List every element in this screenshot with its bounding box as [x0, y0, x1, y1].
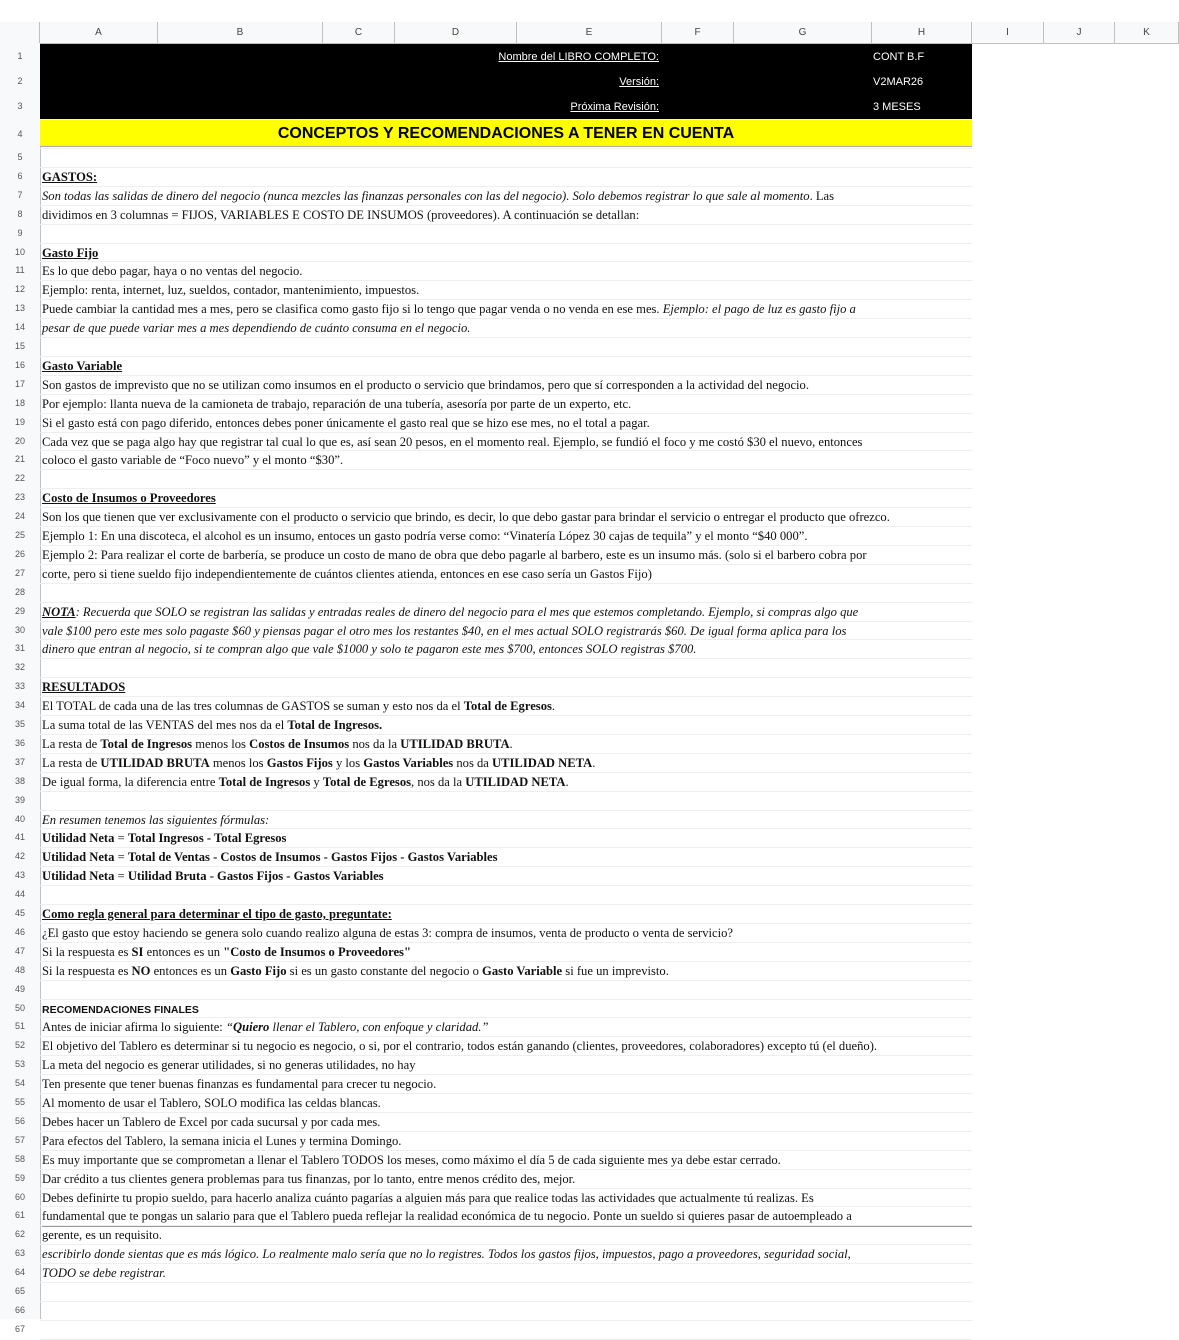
row-divider: [40, 1150, 972, 1151]
row-header-39[interactable]: 39: [14, 794, 25, 805]
column-header-k[interactable]: K: [1115, 22, 1179, 43]
text-run: Total de Ingresos.: [287, 718, 383, 732]
row-header-64[interactable]: 64: [14, 1267, 25, 1278]
cell-text-row-31[interactable]: [42, 641, 696, 657]
row-divider: [40, 602, 972, 603]
row-divider: [40, 488, 972, 489]
cell-text-row-59[interactable]: [42, 1171, 575, 1187]
cell-text-row-11[interactable]: [42, 263, 302, 279]
row-divider: [40, 1206, 972, 1207]
text-run: Como regla general para determinar el tipo de gasto, preguntate:: [42, 907, 392, 921]
text-run: vale $100 pero este mes solo pagaste $60 y piensas pagar el otro mes los restantes $40, en el mes actual SOLO registrarás $60. De igual forma aplica para los: [42, 623, 847, 638]
cell-text-row-17[interactable]: [42, 377, 809, 393]
row-divider: [40, 205, 972, 206]
cell-text-row-13[interactable]: [42, 301, 856, 317]
row-header-67[interactable]: 67: [14, 1323, 25, 1334]
text-run: Gasto Fijo: [42, 245, 99, 260]
text-run: UTILIDAD BRUTA: [400, 736, 510, 751]
text-run: , nos da la: [411, 774, 466, 789]
row-header-19[interactable]: 19: [14, 416, 25, 427]
cell-text-row-16[interactable]: [42, 358, 122, 374]
text-run: menos los: [192, 736, 250, 751]
cell-text-row-26[interactable]: [42, 547, 867, 563]
row-divider: [40, 526, 972, 527]
column-header-c[interactable]: C: [323, 22, 395, 43]
row-divider: [40, 772, 972, 773]
book-name-label: Nombre del LIBRO COMPLETO:: [498, 51, 659, 63]
row-divider: [40, 413, 972, 414]
row-divider: [40, 224, 972, 225]
column-header-i[interactable]: I: [972, 22, 1044, 43]
row-divider: [40, 1112, 972, 1113]
cell-text-row-33[interactable]: [42, 679, 125, 695]
text-run: Cada vez que se paga algo hay que registrar tal cual lo que es, así sean 20 pesos, en el momento real. Ejemplo, se fundió el foco y me costó $30 el nuevo, entonces: [42, 434, 863, 449]
row-header-41[interactable]: 41: [14, 832, 25, 843]
row-header-20[interactable]: 20: [14, 435, 25, 446]
row-header-30[interactable]: 30: [14, 624, 25, 635]
text-run: UTILIDAD NETA: [465, 774, 566, 789]
row-divider: [40, 1055, 972, 1056]
text-run: .: [509, 736, 513, 751]
row-header-14[interactable]: 14: [14, 322, 25, 333]
row-header-28[interactable]: 28: [14, 586, 25, 597]
cell-text-row-41[interactable]: [42, 830, 286, 846]
text-run: Costos de Insumos: [249, 736, 350, 751]
row-divider: [40, 148, 972, 149]
cell-text-row-64[interactable]: [42, 1265, 166, 1281]
row-header-3[interactable]: 3: [17, 101, 23, 111]
text-run: .: [592, 755, 596, 770]
row-header-bar: [0, 43, 41, 1334]
row-divider: [40, 318, 972, 319]
text-run: Si el gasto está con pago diferido, entonces debes poner únicamente el gasto real que se hizo ese mes, no el total a pagar.: [42, 415, 650, 430]
row-divider: [40, 450, 972, 451]
text-run: La meta del negocio es generar utilidades, si no generas utilidades, no hay: [42, 1058, 416, 1073]
text-run: Gasto Fijo: [230, 963, 287, 978]
text-run: =: [114, 869, 128, 884]
cell-text-row-43[interactable]: [42, 868, 384, 884]
cell-text-row-25[interactable]: [42, 528, 807, 544]
cell-text-row-36[interactable]: [42, 736, 513, 752]
row-header-46[interactable]: 46: [14, 926, 25, 937]
row-header-12[interactable]: 12: [14, 284, 25, 295]
text-run: Son gastos de imprevisto que no se utilizan como insumos en el producto o servicio que brindamos, pero que sí corresponden a la actividad del negocio.: [42, 377, 809, 392]
row-divider: [40, 999, 972, 1000]
row-header-43[interactable]: 43: [14, 870, 25, 881]
row-header-21[interactable]: 21: [14, 454, 25, 465]
column-header-f[interactable]: F: [662, 22, 734, 43]
row-header-60[interactable]: 60: [14, 1191, 25, 1202]
row-header-31[interactable]: 31: [14, 643, 25, 654]
cell-text-row-54[interactable]: [42, 1076, 436, 1092]
row-divider: [40, 280, 972, 281]
text-run: escribirlo donde sientas que es más lógico. Lo realmente malo sería que no lo registres. Todos los gastos fijos, impuestos, pago a proveedores, seguridad social,: [42, 1247, 851, 1262]
row-header-45[interactable]: 45: [14, 908, 25, 918]
row-divider: [40, 961, 972, 962]
row-header-7[interactable]: 7: [17, 189, 23, 200]
row-header-36[interactable]: 36: [14, 737, 25, 748]
row-divider: [40, 753, 972, 754]
cell-text-row-55[interactable]: [42, 1095, 381, 1111]
row-divider: [40, 1074, 972, 1075]
row-header-59[interactable]: 59: [14, 1172, 25, 1183]
text-run: Ejemplo 1: En una discoteca, el alcohol es un insumo, entoces un gasto podría verse como: “Vinatería López 30 cajas de tequila” y el monto “$40 000”.: [42, 529, 808, 543]
cell-text-row-63[interactable]: [42, 1246, 851, 1262]
row-divider: [40, 1244, 972, 1245]
row-divider: [40, 1131, 972, 1132]
text-run: Utilidad Neta: [42, 869, 115, 884]
row-divider: [40, 621, 972, 622]
text-run: Gasto Variable: [482, 963, 563, 978]
row-divider: [40, 734, 972, 735]
text-run: El objetivo del Tablero es determinar si tu negocio es negocio, o si, por el contrario, todos están ganando (clientes, proveedores, colaboradores) excepto tú (el dueño).: [42, 1039, 878, 1054]
row-header-51[interactable]: 51: [14, 1021, 25, 1032]
version-value[interactable]: V2MAR26: [873, 76, 924, 88]
row-header-29[interactable]: 29: [14, 605, 25, 616]
cell-text-row-23[interactable]: [42, 490, 216, 506]
text-run: corte, pero si tiene sueldo fijo independientemente de cuántos clientes atienda, entonces en ese caso sería un Gastos Fijo): [42, 566, 652, 581]
row-divider: [40, 923, 972, 924]
row-header-13[interactable]: 13: [14, 303, 25, 314]
row-header-27[interactable]: 27: [14, 567, 25, 578]
row-divider: [40, 583, 972, 584]
text-run: Costo de Insumos o Proveedores: [42, 491, 216, 506]
text-run: pesar de que puede variar mes a mes dependiendo de cuánto consuma en el negocio.: [42, 321, 471, 336]
row-header-17[interactable]: 17: [14, 378, 25, 389]
text-run: En resumen tenemos las siguientes fórmulas:: [42, 812, 270, 827]
select-all-corner[interactable]: [0, 22, 40, 43]
row-header-33[interactable]: 33: [14, 681, 25, 692]
row-divider: [40, 810, 972, 811]
row-header-34[interactable]: 34: [14, 700, 25, 711]
row-divider: [40, 715, 972, 716]
row-header-38[interactable]: 38: [14, 775, 25, 786]
text-run: Utilidad Neta: [42, 850, 115, 865]
row-divider: [40, 469, 972, 470]
row-divider: [40, 885, 972, 886]
text-run: .: [551, 699, 556, 714]
row-divider: [40, 375, 972, 376]
row-header-23[interactable]: 23: [14, 492, 25, 503]
row-divider: [40, 186, 972, 187]
row-header-8[interactable]: 8: [17, 208, 23, 219]
page-title: CONCEPTOS Y RECOMENDACIONES A TENER EN CUENTA: [277, 125, 735, 142]
row-divider: [40, 243, 972, 244]
row-header-48[interactable]: 48: [14, 964, 25, 975]
text-run: Para efectos del Tablero, la semana inicia el Lunes y termina Domingo.: [42, 1133, 402, 1148]
text-run: nos da: [453, 755, 493, 770]
cell-text-row-53[interactable]: [42, 1057, 416, 1073]
row-divider: [40, 337, 972, 338]
row-header-44[interactable]: 44: [14, 889, 25, 900]
revision-value[interactable]: 3 MESES: [873, 101, 921, 113]
row-divider: [40, 299, 972, 300]
row-divider: [40, 866, 972, 867]
column-header-h[interactable]: H: [872, 22, 972, 43]
row-divider: [40, 696, 972, 697]
row-divider: [40, 942, 972, 943]
text-run: Gastos Variables: [363, 755, 454, 770]
row-divider: [40, 904, 972, 905]
text-run: NO: [131, 963, 151, 978]
text-run: UTILIDAD NETA: [492, 755, 593, 770]
cell-text-row-34[interactable]: [42, 698, 555, 714]
revision-label: Próxima Revisión:: [570, 101, 659, 113]
column-header-g[interactable]: G: [734, 22, 872, 43]
row-header-1[interactable]: 1: [17, 51, 23, 61]
row-divider: [40, 677, 972, 678]
row-header-18[interactable]: 18: [14, 397, 25, 408]
row-divider: [40, 847, 972, 848]
row-header-65[interactable]: 65: [14, 1286, 25, 1296]
row-header-49[interactable]: 49: [14, 983, 25, 994]
text-run: Ejemplo 2: Para realizar el corte de barbería, se produce un costo de mano de obra que debo pagarle al barbero, este es un insumo más. (solo si el barbero cobra por: [42, 547, 867, 562]
text-run: Total de Egresos: [463, 699, 552, 714]
text-run: Total de Ingresos: [218, 774, 311, 789]
text-run: Quiero: [232, 1020, 270, 1035]
cell-text-row-61[interactable]: [42, 1208, 852, 1224]
row-divider: [40, 507, 972, 508]
row-header-10[interactable]: 10: [14, 246, 25, 257]
clipped-row-fragment: [42, 1226, 972, 1232]
row-header-50[interactable]: 50: [14, 1002, 25, 1013]
cell-text-row-7[interactable]: [42, 188, 834, 204]
row-header-22[interactable]: 22: [14, 473, 25, 484]
text-run: Utilidad Bruta - Gastos Fijos - Gastos Variables: [127, 869, 384, 884]
cell-text-row-38[interactable]: [42, 774, 569, 790]
row-divider: [40, 980, 972, 981]
text-run: nos da la: [349, 736, 401, 751]
row-divider: [40, 1282, 972, 1283]
row-divider: [40, 639, 972, 640]
row-header-11[interactable]: 11: [15, 265, 25, 276]
row-header-25[interactable]: 25: [14, 530, 25, 540]
cell-text-row-35[interactable]: [42, 717, 382, 733]
column-header-d[interactable]: D: [395, 22, 517, 43]
row-header-58[interactable]: 58: [14, 1153, 25, 1164]
row-divider: [40, 1169, 972, 1170]
row-divider: [40, 791, 972, 792]
text-run: Total de Ventas - Costos de Insumos - Gastos Fijos - Gastos Variables: [127, 850, 498, 865]
text-run: . Las: [809, 188, 835, 203]
row-header-63[interactable]: 63: [14, 1248, 25, 1259]
row-header-32[interactable]: 32: [14, 662, 25, 673]
text-run: si fue un imprevisto.: [562, 963, 669, 978]
text-run: "Costo de Insumos o Proveedores": [223, 944, 411, 959]
text-run: UTILIDAD BRUTA: [100, 755, 210, 770]
column-header-b[interactable]: B: [158, 22, 323, 43]
cell-text-row-19[interactable]: [42, 415, 650, 431]
text-run: Puede cambiar la cantidad mes a mes, pero se clasifica como gasto fijo si lo tengo que pagar venda o no venda en ese mes.: [42, 302, 663, 317]
row-header-24[interactable]: 24: [14, 511, 25, 522]
row-divider: [40, 356, 972, 357]
row-divider: [40, 1301, 972, 1302]
text-run: El TOTAL de cada una de las tres columnas de GASTOS se suman y esto nos da el: [42, 699, 464, 714]
text-run: si es un gasto constante del negocio o: [286, 963, 483, 978]
cell-text-row-30[interactable]: [42, 623, 846, 639]
column-header-bar: [0, 22, 1179, 44]
text-run: Total Ingresos - Total Egresos: [127, 831, 287, 846]
text-run: Debes definirte tu propio sueldo, para hacerlo analiza cuánto pagarías a alguien más para que realice todas las actividades que actualmente tú realizas. Es: [42, 1190, 814, 1205]
row-divider: [40, 394, 972, 395]
column-header-j[interactable]: J: [1044, 22, 1115, 43]
cell-text-row-56[interactable]: [42, 1114, 380, 1130]
row-header-55[interactable]: 55: [14, 1097, 25, 1107]
text-run: Al momento de usar el Tablero, SOLO modifica las celdas blancas.: [42, 1096, 381, 1110]
cell-text-row-46[interactable]: [42, 925, 733, 941]
text-run: Ejemplo: renta, internet, luz, sueldos, contador, mantenimiento, impuestos.: [42, 283, 420, 298]
text-run: ¿El gasto que estoy haciendo se genera solo cuando realizo alguna de estas 3: compra de insumos, venta de producto o venta de servicio?: [42, 925, 734, 940]
row-header-52[interactable]: 52: [14, 1040, 25, 1051]
text-run: coloco el gasto variable de “Foco nuevo” y el monto “$30”.: [42, 453, 344, 468]
row-header-61[interactable]: 61: [14, 1210, 25, 1221]
row-header-66[interactable]: 66: [14, 1304, 25, 1315]
row-header-57[interactable]: 57: [14, 1134, 25, 1145]
text-run: entonces es un: [150, 963, 231, 978]
cell-text-row-51[interactable]: [42, 1019, 488, 1035]
cell-text-row-42[interactable]: [42, 849, 498, 865]
cell-text-row-62[interactable]: [42, 1227, 162, 1243]
cell-text-row-24[interactable]: [42, 509, 890, 525]
text-run: gerente, es un requisito.: [42, 1228, 162, 1243]
text-run: Es lo que debo pagar, haya o no ventas del negocio.: [42, 264, 303, 279]
column-header-e[interactable]: E: [517, 22, 662, 43]
row-divider: [40, 545, 972, 546]
cell-text-row-6[interactable]: [42, 169, 97, 185]
text-run: y los: [332, 755, 364, 770]
text-run: La resta de: [42, 736, 101, 751]
row-divider: [40, 167, 972, 168]
text-run: Total de Ingresos: [100, 736, 193, 751]
row-header-40[interactable]: 40: [14, 813, 25, 824]
row-divider: [40, 564, 972, 565]
row-header-2[interactable]: 2: [17, 76, 23, 86]
text-run: Dar crédito a tus clientes genera problemas para tus finanzas, por lo tanto, entre menos crédito des, mejor.: [42, 1171, 576, 1186]
row-divider: [40, 1093, 972, 1094]
cell-text-row-48[interactable]: [42, 963, 669, 979]
cell-text-row-60[interactable]: [42, 1190, 814, 1206]
text-run: Ejemplo: el pago de luz es gasto fijo a: [662, 302, 856, 317]
row-header-56[interactable]: 56: [14, 1115, 25, 1126]
text-run: La suma total de las VENTAS del mes nos da el: [42, 718, 288, 732]
text-run: .: [565, 774, 569, 789]
row-divider: [40, 658, 972, 659]
header-black-banner: [40, 44, 972, 119]
cell-text-row-40[interactable]: [42, 812, 269, 828]
text-run: Debes hacer un Tablero de Excel por cada sucursal y por cada mes.: [42, 1114, 381, 1129]
row-divider: [40, 1320, 972, 1321]
row-header-26[interactable]: 26: [14, 548, 25, 559]
row-header-16[interactable]: 16: [14, 359, 25, 370]
row-header-9[interactable]: 9: [17, 227, 23, 238]
text-run: menos los: [209, 755, 267, 770]
text-run: De igual forma, la diferencia entre: [42, 774, 219, 789]
cell-text-row-20[interactable]: [42, 434, 862, 450]
cell-text-row-52[interactable]: [42, 1038, 877, 1054]
text-run: Total de Egresos: [322, 774, 412, 789]
cell-text-row-29[interactable]: [42, 604, 858, 620]
cell-text-row-50[interactable]: [42, 1001, 199, 1018]
cell-text-row-45[interactable]: [42, 906, 392, 922]
row-header-37[interactable]: 37: [14, 756, 25, 767]
text-run: Utilidad Neta: [42, 831, 115, 846]
text-run: Por ejemplo: llanta nueva de la camioneta de trabajo, reparación de una tubería, asesoría por parte de un experto, etc.: [42, 396, 632, 411]
version-label: Versión:: [619, 76, 659, 88]
row-divider: [40, 261, 972, 262]
cell-text-row-58[interactable]: [42, 1152, 781, 1168]
text-run: GASTOS:: [42, 169, 98, 184]
row-header-6[interactable]: 6: [17, 170, 23, 181]
text-run: =: [114, 831, 128, 846]
row-divider: [40, 1188, 972, 1189]
cell-text-row-12[interactable]: [42, 282, 419, 298]
row-divider: [40, 1263, 972, 1264]
book-name-value[interactable]: CONT B.F: [873, 51, 925, 63]
row-header-53[interactable]: 53: [14, 1059, 25, 1070]
text-run: : Recuerda que SOLO se registran las salidas y entradas reales de dinero del negocio para el mes que estemos completando. Ejemplo, si compras algo que: [75, 604, 859, 619]
text-run: Gastos Fijos: [266, 755, 333, 770]
row-header-47[interactable]: 47: [14, 945, 25, 956]
row-divider: [40, 1017, 972, 1018]
text-run: dinero que entran al negocio, si te compran algo que vale $1000 y solo te pagaron este mes $700, entonces SOLO registras $700.: [42, 642, 697, 657]
text-run: Si la respuesta es: [42, 963, 132, 978]
cell-text-row-18[interactable]: [42, 396, 631, 412]
text-run: y: [310, 774, 323, 789]
row-header-15[interactable]: 15: [14, 341, 25, 351]
column-header-a[interactable]: A: [40, 22, 158, 43]
cell-text-row-37[interactable]: [42, 755, 595, 771]
text-run: Gasto Variable: [42, 358, 123, 373]
row-header-54[interactable]: 54: [14, 1078, 25, 1089]
row-header-35[interactable]: 35: [14, 719, 25, 729]
text-run: Son los que tienen que ver exclusivamente con el producto o servicio que brindo, es decir, lo que debo gastar para brindar el servicio o entregar el producto que ofrezco.: [42, 510, 890, 525]
text-run: Si la respuesta es: [42, 944, 132, 959]
row-divider: [40, 1036, 972, 1037]
cell-text-row-27[interactable]: [42, 566, 652, 582]
text-run: entonces es un: [143, 944, 224, 959]
cell-text-row-14[interactable]: [42, 320, 470, 336]
cell-text-row-8[interactable]: [42, 207, 639, 223]
text-run: “: [225, 1020, 233, 1035]
text-run: NOTA: [42, 604, 76, 619]
text-run: =: [114, 850, 128, 865]
text-run: fundamental que te pongas un salario para que el Tablero pueda reflejar la realidad económica de tu negocio. Ponte un sueldo si quieres pasar de autoempleado a: [42, 1209, 852, 1224]
row-divider: [40, 828, 972, 829]
text-run: Antes de iniciar afirma lo siguiente:: [42, 1020, 226, 1035]
text-run: Es muy importante que se comprometan a llenar el Tablero TODOS los meses, como máximo el día 5 de cada siguiente mes ya debe estar cerrado.: [42, 1152, 781, 1167]
text-run: Son todas las salidas de dinero del negocio (nunca mezcles las finanzas personales con las del negocio). Solo debemos registrar lo que sale al momento: [42, 188, 810, 203]
row-header-4[interactable]: 4: [17, 129, 23, 139]
cell-text-row-10[interactable]: [42, 245, 98, 261]
text-run: dividimos en 3 columnas = FIJOS, VARIABLES E COSTO DE INSUMOS (proveedores). A continuación se detallan:: [42, 207, 640, 222]
row-header-42[interactable]: 42: [14, 851, 25, 862]
text-run: SI: [131, 944, 144, 959]
text-run: TODO se debe registrar.: [42, 1266, 166, 1281]
text-run: llenar el Tablero, con enfoque y claridad.”: [269, 1020, 489, 1035]
row-header-62[interactable]: 62: [14, 1229, 25, 1240]
cell-text-row-57[interactable]: [42, 1133, 401, 1149]
text-run: RECOMENDACIONES FINALES: [42, 1003, 199, 1016]
cell-text-row-47[interactable]: [42, 944, 411, 960]
text-run: Ten presente que tener buenas finanzas es fundamental para crecer tu negocio.: [42, 1077, 437, 1092]
row-divider: [40, 432, 972, 433]
text-run: RESULTADOS: [42, 680, 126, 695]
row-header-5[interactable]: 5: [17, 152, 23, 162]
cell-text-row-21[interactable]: [42, 452, 343, 468]
text-run: La resta de: [42, 755, 101, 770]
